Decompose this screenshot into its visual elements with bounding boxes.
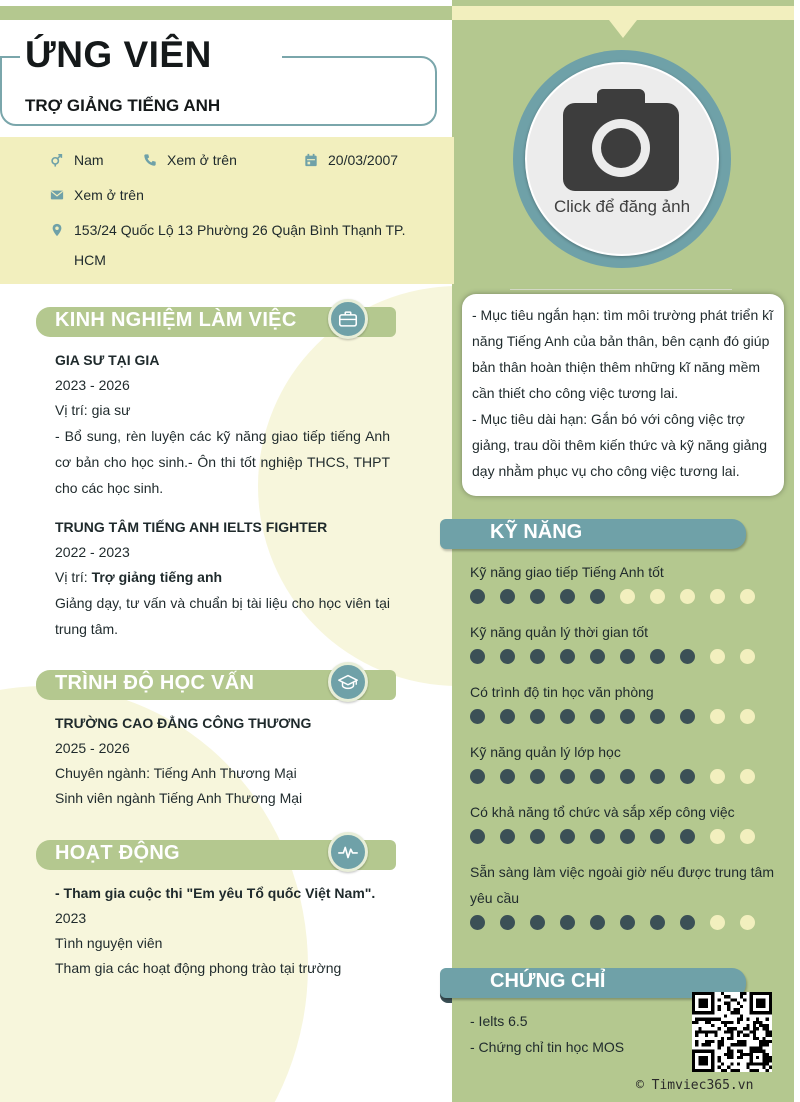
experience-period: 2023 - 2026	[55, 377, 130, 393]
activity-role: Tình nguyện viên	[55, 935, 163, 951]
skill-dot	[710, 649, 725, 664]
contact-email[interactable]	[50, 180, 144, 210]
skill-dot	[530, 915, 545, 930]
skill-dot	[470, 589, 485, 604]
education-period: 2025 - 2026	[55, 740, 130, 756]
photo-upload-label[interactable]: Click để đăng ảnh	[553, 197, 691, 216]
skill-dot	[590, 709, 605, 724]
activity-year: 2023	[55, 910, 87, 926]
experience-org: TRUNG TÂM TIẾNG ANH IELTS FIGHTER	[55, 519, 328, 535]
certificate-item[interactable]: - Chứng chỉ tin học MOS	[470, 1039, 625, 1055]
objective-short-term: - Mục tiêu ngắn hạn: tìm môi trường phát triển kĩ năng Tiếng Anh của bản thân, bên cạnh đó giúp bản thân hoàn thiện thêm những kĩ năng mềm cần thiết cho công việc tương lai.	[472, 307, 774, 401]
activity-title: - Tham gia cuộc thi "Em yêu Tổ quốc Việt Nam".	[55, 885, 376, 901]
skill-dot	[470, 829, 485, 844]
skill-name[interactable]: Kỹ năng quản lý thời gian tốt	[470, 624, 649, 640]
address-value: 153/24 Quốc Lộ 13 Phường 26 Quận Bình Thạnh TP. HCM	[74, 222, 406, 268]
skill-rating	[470, 829, 770, 844]
skill-dot	[560, 829, 575, 844]
skill-dot	[650, 769, 665, 784]
skill-dot	[590, 829, 605, 844]
skill-rating	[470, 769, 770, 784]
skill-dot	[590, 589, 605, 604]
phone-value: Xem ở trên	[167, 152, 237, 168]
education-school: TRƯỜNG CAO ĐẲNG CÔNG THƯƠNG	[55, 715, 312, 731]
skill-dot	[470, 915, 485, 930]
job-title[interactable]: TRỢ GIẢNG TIẾNG ANH	[25, 96, 221, 115]
email-value: Xem ở trên	[74, 187, 144, 203]
qr-code	[692, 992, 772, 1072]
skill-dot	[740, 915, 755, 930]
skill-dot	[740, 589, 755, 604]
skill-dot	[500, 589, 515, 604]
birthday-value: 20/03/2007	[328, 152, 399, 168]
skill-dot	[560, 589, 575, 604]
calendar-icon	[304, 153, 318, 167]
skill-rating	[470, 915, 770, 930]
phone-icon	[143, 153, 157, 167]
activity-entry[interactable]	[55, 881, 390, 981]
skill-dot	[470, 709, 485, 724]
experience-desc: Giảng dạy, tư vấn và chuẩn bị tài liệu cho học viên tại trung tâm.	[55, 595, 390, 637]
candidate-name[interactable]: ỨNG VIÊN	[25, 34, 212, 75]
skill-dot	[710, 589, 725, 604]
education-major: Chuyên ngành: Tiếng Anh Thương Mại	[55, 765, 297, 781]
skill-dot	[680, 709, 695, 724]
pulse-icon	[328, 832, 368, 872]
skill-dot	[710, 709, 725, 724]
experience-period: 2022 - 2023	[55, 544, 130, 560]
skill-dot	[470, 649, 485, 664]
watermark: © Timviec365.vn	[636, 1078, 754, 1093]
skill-dot	[680, 649, 695, 664]
experience-org: GIA SƯ TẠI GIA	[55, 352, 160, 368]
skill-dot	[740, 769, 755, 784]
graduation-cap-icon	[328, 662, 368, 702]
skill-dot	[650, 829, 665, 844]
location-pin-icon	[50, 223, 64, 237]
skill-rating	[470, 709, 770, 724]
skill-dot	[560, 769, 575, 784]
skill-rating	[470, 649, 770, 664]
skill-dot	[620, 709, 635, 724]
skill-dot	[680, 769, 695, 784]
skill-dot	[530, 829, 545, 844]
skill-dot	[500, 829, 515, 844]
skill-dot	[620, 769, 635, 784]
experience-position: Vị trí: Trợ giảng tiếng anh	[55, 569, 223, 585]
skill-dot	[650, 915, 665, 930]
section-header-skills	[440, 519, 746, 549]
section-title: TRÌNH ĐỘ HỌC VẤN	[55, 672, 255, 694]
skill-dot	[500, 649, 515, 664]
section-title: HOẠT ĐỘNG	[55, 842, 180, 864]
skill-name[interactable]: Kỹ năng quản lý lớp học	[470, 744, 621, 760]
section-header-activities	[36, 840, 396, 870]
skill-dot	[620, 589, 635, 604]
skill-dot	[740, 649, 755, 664]
section-header-experience	[36, 307, 396, 337]
skill-dot	[740, 829, 755, 844]
skill-dot	[590, 769, 605, 784]
skill-dot	[530, 589, 545, 604]
envelope-icon	[50, 188, 64, 202]
skill-dot	[530, 709, 545, 724]
skill-name[interactable]: Sẵn sàng làm việc ngoài giờ nếu được trung tâm yêu cầu	[470, 864, 775, 906]
contact-gender[interactable]	[50, 145, 104, 175]
skill-dot	[590, 649, 605, 664]
skill-dot	[620, 915, 635, 930]
right-notch	[609, 20, 637, 38]
skill-dot	[560, 915, 575, 930]
skill-dot	[740, 709, 755, 724]
experience-desc: - Bổ sung, rèn luyện các kỹ năng giao tiếp tiếng Anh cơ bản cho học sinh.- Ôn thi tốt nghiệp THCS, THPT cho các học sinh.	[55, 428, 390, 496]
contact-birthday[interactable]	[304, 145, 398, 175]
skill-dot	[620, 649, 635, 664]
objective-long-term: - Mục tiêu dài hạn: Gắn bó với công việc trợ giảng, trau dồi thêm kiến thức và kỹ năng giảng dạy nhằm phục vụ cho công việc tương lai.	[472, 411, 767, 479]
skill-dot	[590, 915, 605, 930]
experience-position: Vị trí: gia sư	[55, 402, 131, 418]
skill-dot	[500, 769, 515, 784]
skill-dot	[710, 829, 725, 844]
skill-dot	[650, 589, 665, 604]
top-decor-bar	[0, 6, 452, 20]
skill-name[interactable]: Kỹ năng giao tiếp Tiếng Anh tốt	[470, 564, 664, 580]
skill-dot	[650, 709, 665, 724]
camera-icon[interactable]	[563, 89, 679, 191]
section-title: KINH NGHIỆM LÀM VIỆC	[55, 309, 297, 331]
skill-name[interactable]: Có khả năng tổ chức và sắp xếp công việc	[470, 804, 735, 820]
skill-dot	[710, 915, 725, 930]
skill-dot	[500, 915, 515, 930]
contact-address[interactable]	[50, 215, 410, 275]
education-note: Sinh viên ngành Tiếng Anh Thương Mại	[55, 790, 303, 806]
skill-rating	[470, 589, 770, 604]
gender-icon	[50, 153, 64, 167]
skill-dot	[470, 769, 485, 784]
divider	[510, 289, 732, 290]
skill-dot	[620, 829, 635, 844]
skill-dot	[650, 649, 665, 664]
skill-dot	[710, 769, 725, 784]
skill-dot	[530, 649, 545, 664]
section-title: KỸ NĂNG	[490, 521, 583, 543]
contact-phone[interactable]	[143, 145, 237, 175]
briefcase-icon	[328, 299, 368, 339]
skill-dot	[680, 829, 695, 844]
skill-dot	[530, 769, 545, 784]
experience-entry[interactable]	[55, 348, 390, 501]
career-objective[interactable]	[462, 294, 784, 496]
certificate-item[interactable]: - Ielts 6.5	[470, 1013, 528, 1029]
skill-dot	[680, 915, 695, 930]
education-entry[interactable]	[55, 711, 390, 811]
right-top-strip	[452, 6, 794, 20]
section-title: CHỨNG CHỈ	[490, 970, 606, 992]
skill-dot	[680, 589, 695, 604]
contact-panel	[0, 137, 454, 284]
experience-entry[interactable]	[55, 515, 390, 642]
skill-dot	[560, 709, 575, 724]
section-header-education	[36, 670, 396, 700]
gender-value: Nam	[74, 152, 104, 168]
skill-name[interactable]: Có trình độ tin học văn phòng	[470, 684, 654, 700]
activity-desc: Tham gia các hoạt động phong trào tại trường	[55, 960, 342, 976]
skill-dot	[560, 649, 575, 664]
skill-dot	[500, 709, 515, 724]
